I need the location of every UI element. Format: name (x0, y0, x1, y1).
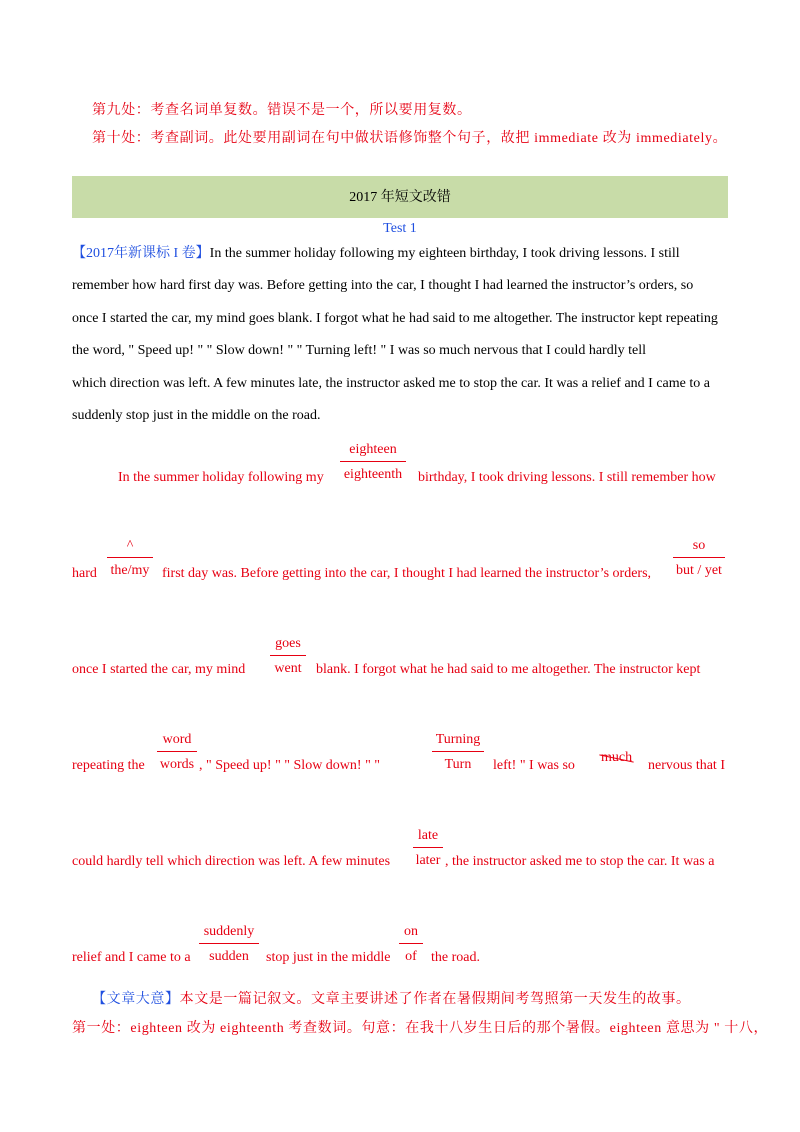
correction-fix: of (405, 949, 417, 964)
answer-text: the road. (431, 950, 480, 965)
passage-line: the word, " Speed up! " " Slow down! " " Turning left! " I was so much nervous that I could hardly tell (72, 343, 646, 359)
summary-text: 本文是一篇记叙文。文章主要讲述了作者在暑假期间考驾照第一天发生的故事。 (179, 992, 691, 1007)
passage-line: In the summer holiday following my eighteen birthday, I took driving lessons. I still (209, 246, 680, 261)
passage (72, 238, 728, 432)
passage-line: which direction was left. A few minutes late, the instructor asked me to stop the car. It was a relief and I came to a (72, 375, 710, 391)
correction-original: ^ (107, 538, 153, 558)
answer-text: hard (72, 566, 97, 581)
correction-4 (270, 636, 306, 678)
passage-line: remember how hard first day was. Before getting into the car, I thought I had learned the instructor’s orders, so (72, 278, 694, 294)
correction-7 (601, 750, 632, 766)
answer-text: once I started the car, my mind (72, 662, 246, 677)
answer-text: could hardly tell which direction was left. A few minutes (72, 854, 391, 869)
correction-fix: sudden (209, 949, 249, 964)
correction-fix: went (274, 661, 302, 676)
correction-fix: eighteenth (343, 467, 403, 482)
correction-fix: the/my (110, 563, 150, 578)
correction-fix: words (159, 757, 195, 772)
summary (92, 988, 691, 1008)
answer-text: stop just in the middle (266, 950, 391, 965)
correction-original: on (399, 924, 423, 944)
answer-text: , " Speed up! " " Slow down! " " (199, 758, 381, 773)
correction-1 (340, 442, 406, 484)
test-label: Test 1 (383, 221, 417, 236)
correction-2 (107, 538, 153, 580)
note-tenth: 第十处：考查副词。此处要用副词在句中做状语修饰整个句子，故把 immediate 改为 immediately。 (92, 131, 728, 146)
answer-text: nervous that I (648, 758, 725, 773)
answer-text: left! " I was so (493, 758, 575, 773)
correction-3 (673, 538, 725, 580)
correction-fix: later (415, 853, 441, 868)
correction-10 (399, 924, 423, 966)
answer-text: repeating the (72, 758, 145, 773)
section-title: 2017 年短文改错 (349, 190, 451, 205)
section-banner (72, 176, 728, 218)
correction-original: so (673, 538, 725, 558)
passage-line: once I started the car, my mind goes blank. I forgot what he had said to me altogether. The instructor kept repeating (72, 310, 718, 326)
answer-text: In the summer holiday following my (118, 470, 324, 485)
correction-original: suddenly (199, 924, 259, 944)
correction-5 (157, 732, 197, 774)
deleted-word: much (601, 750, 633, 765)
correction-9 (199, 924, 259, 966)
correction-fix: but / yet (676, 563, 722, 578)
correction-original: word (157, 732, 197, 752)
source-tag: 【2017年新课标 I 卷】 (72, 246, 210, 261)
correction-fix: Turn (444, 757, 472, 772)
correction-original: Turning (432, 732, 484, 752)
correction-original: late (413, 828, 443, 848)
answer-text: , the instructor asked me to stop the car. It was a (445, 854, 715, 869)
correction-8 (413, 828, 443, 870)
answer-text: first day was. Before getting into the car, I thought I had learned the instructor’s orders, (162, 566, 652, 581)
summary-tag: 【文章大意】 (92, 992, 180, 1007)
correction-original: goes (270, 636, 306, 656)
note-ninth: 第九处：考查名词单复数。错误不是一个，所以要用复数。 (92, 103, 472, 118)
correction-original: eighteen (340, 442, 406, 462)
answer-text: blank. I forgot what he had said to me altogether. The instructor kept (316, 662, 701, 677)
answer-text: relief and I came to a (72, 950, 191, 965)
first-point-note: 第一处：eighteen 改为 eighteenth 考查数词。句意：在我十八岁生日后的那个暑假。eighteen 意思为 " 十八， (72, 1021, 769, 1036)
answer-text: birthday, I took driving lessons. I still remember how (418, 470, 716, 485)
passage-line: suddenly stop just in the middle on the road. (72, 408, 321, 424)
correction-6 (432, 732, 484, 774)
